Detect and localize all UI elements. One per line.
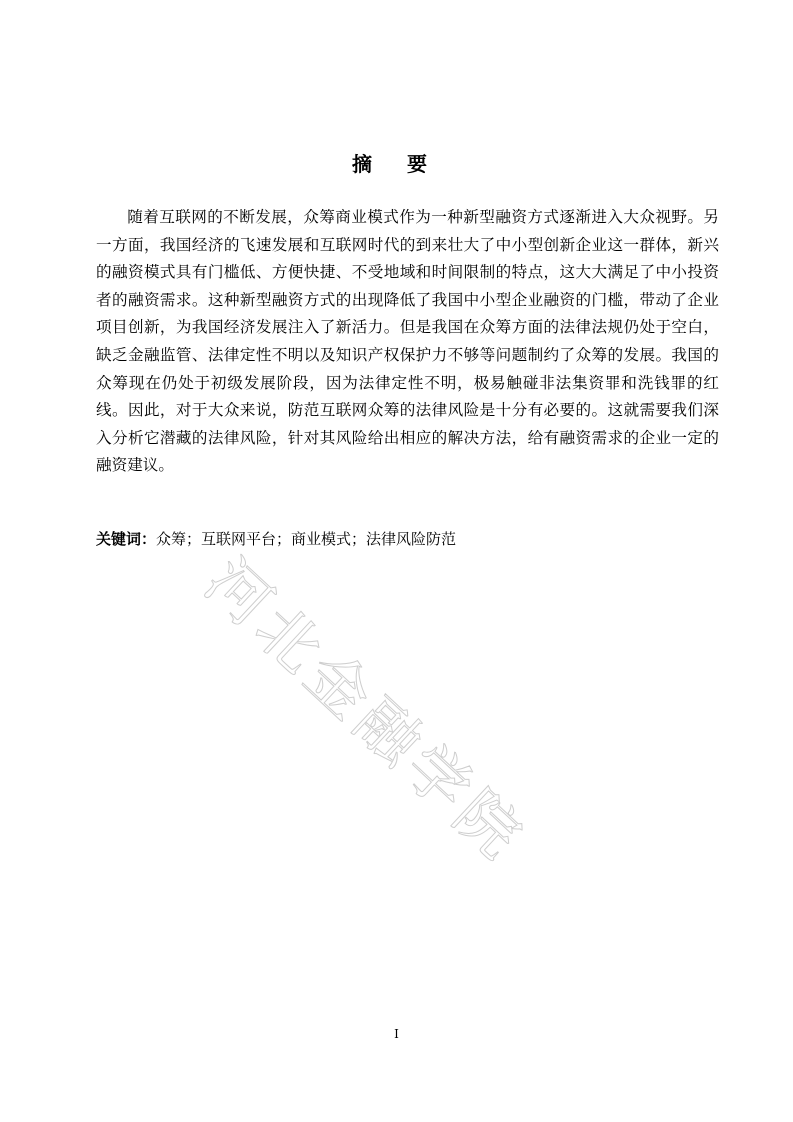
page-number: I bbox=[394, 1027, 399, 1041]
keywords-line bbox=[96, 527, 719, 551]
abstract-title: 摘 要 bbox=[352, 152, 441, 176]
institution-watermark: 河北金融学院 bbox=[191, 544, 540, 877]
abstract-paragraph: 随着互联网的不断发展，众筹商业模式作为一种新型融资方式逐渐进入大众视野。另一方面，我国经济的飞速发展和互联网时代的到来壮大了中小型创新企业这一群体，新兴的融资模式具有门槛低、方便快捷、不受地域和时间限制的特点，这大大满足了中小投资者的融资需求。这种新型融资方式的出现降低了我国中小型企业融资的门槛，带动了企业项目创新，为我国经济发展注入了新活力。但是我国在众筹方面的法律法规仍处于空白，缺乏金融监管、法律定性不明以及知识产权保护力不够等问题制约了众筹的发展。我国的众筹现在仍处于初级发展阶段，因为法律定性不明，极易触碰非法集资罪和洗钱罪的红线。因此，对于大众来说，防范互联网众筹的法律风险是十分有必要的。这就需要我们深入分析它潜藏的法律风险，针对其风险给出相应的解决方法，给有融资需求的企业一定的融资建议。 bbox=[96, 208, 719, 475]
keywords-text: 众筹；互联网平台；商业模式；法律风险防范 bbox=[156, 530, 457, 548]
keywords-label: 关键词： bbox=[96, 530, 157, 548]
